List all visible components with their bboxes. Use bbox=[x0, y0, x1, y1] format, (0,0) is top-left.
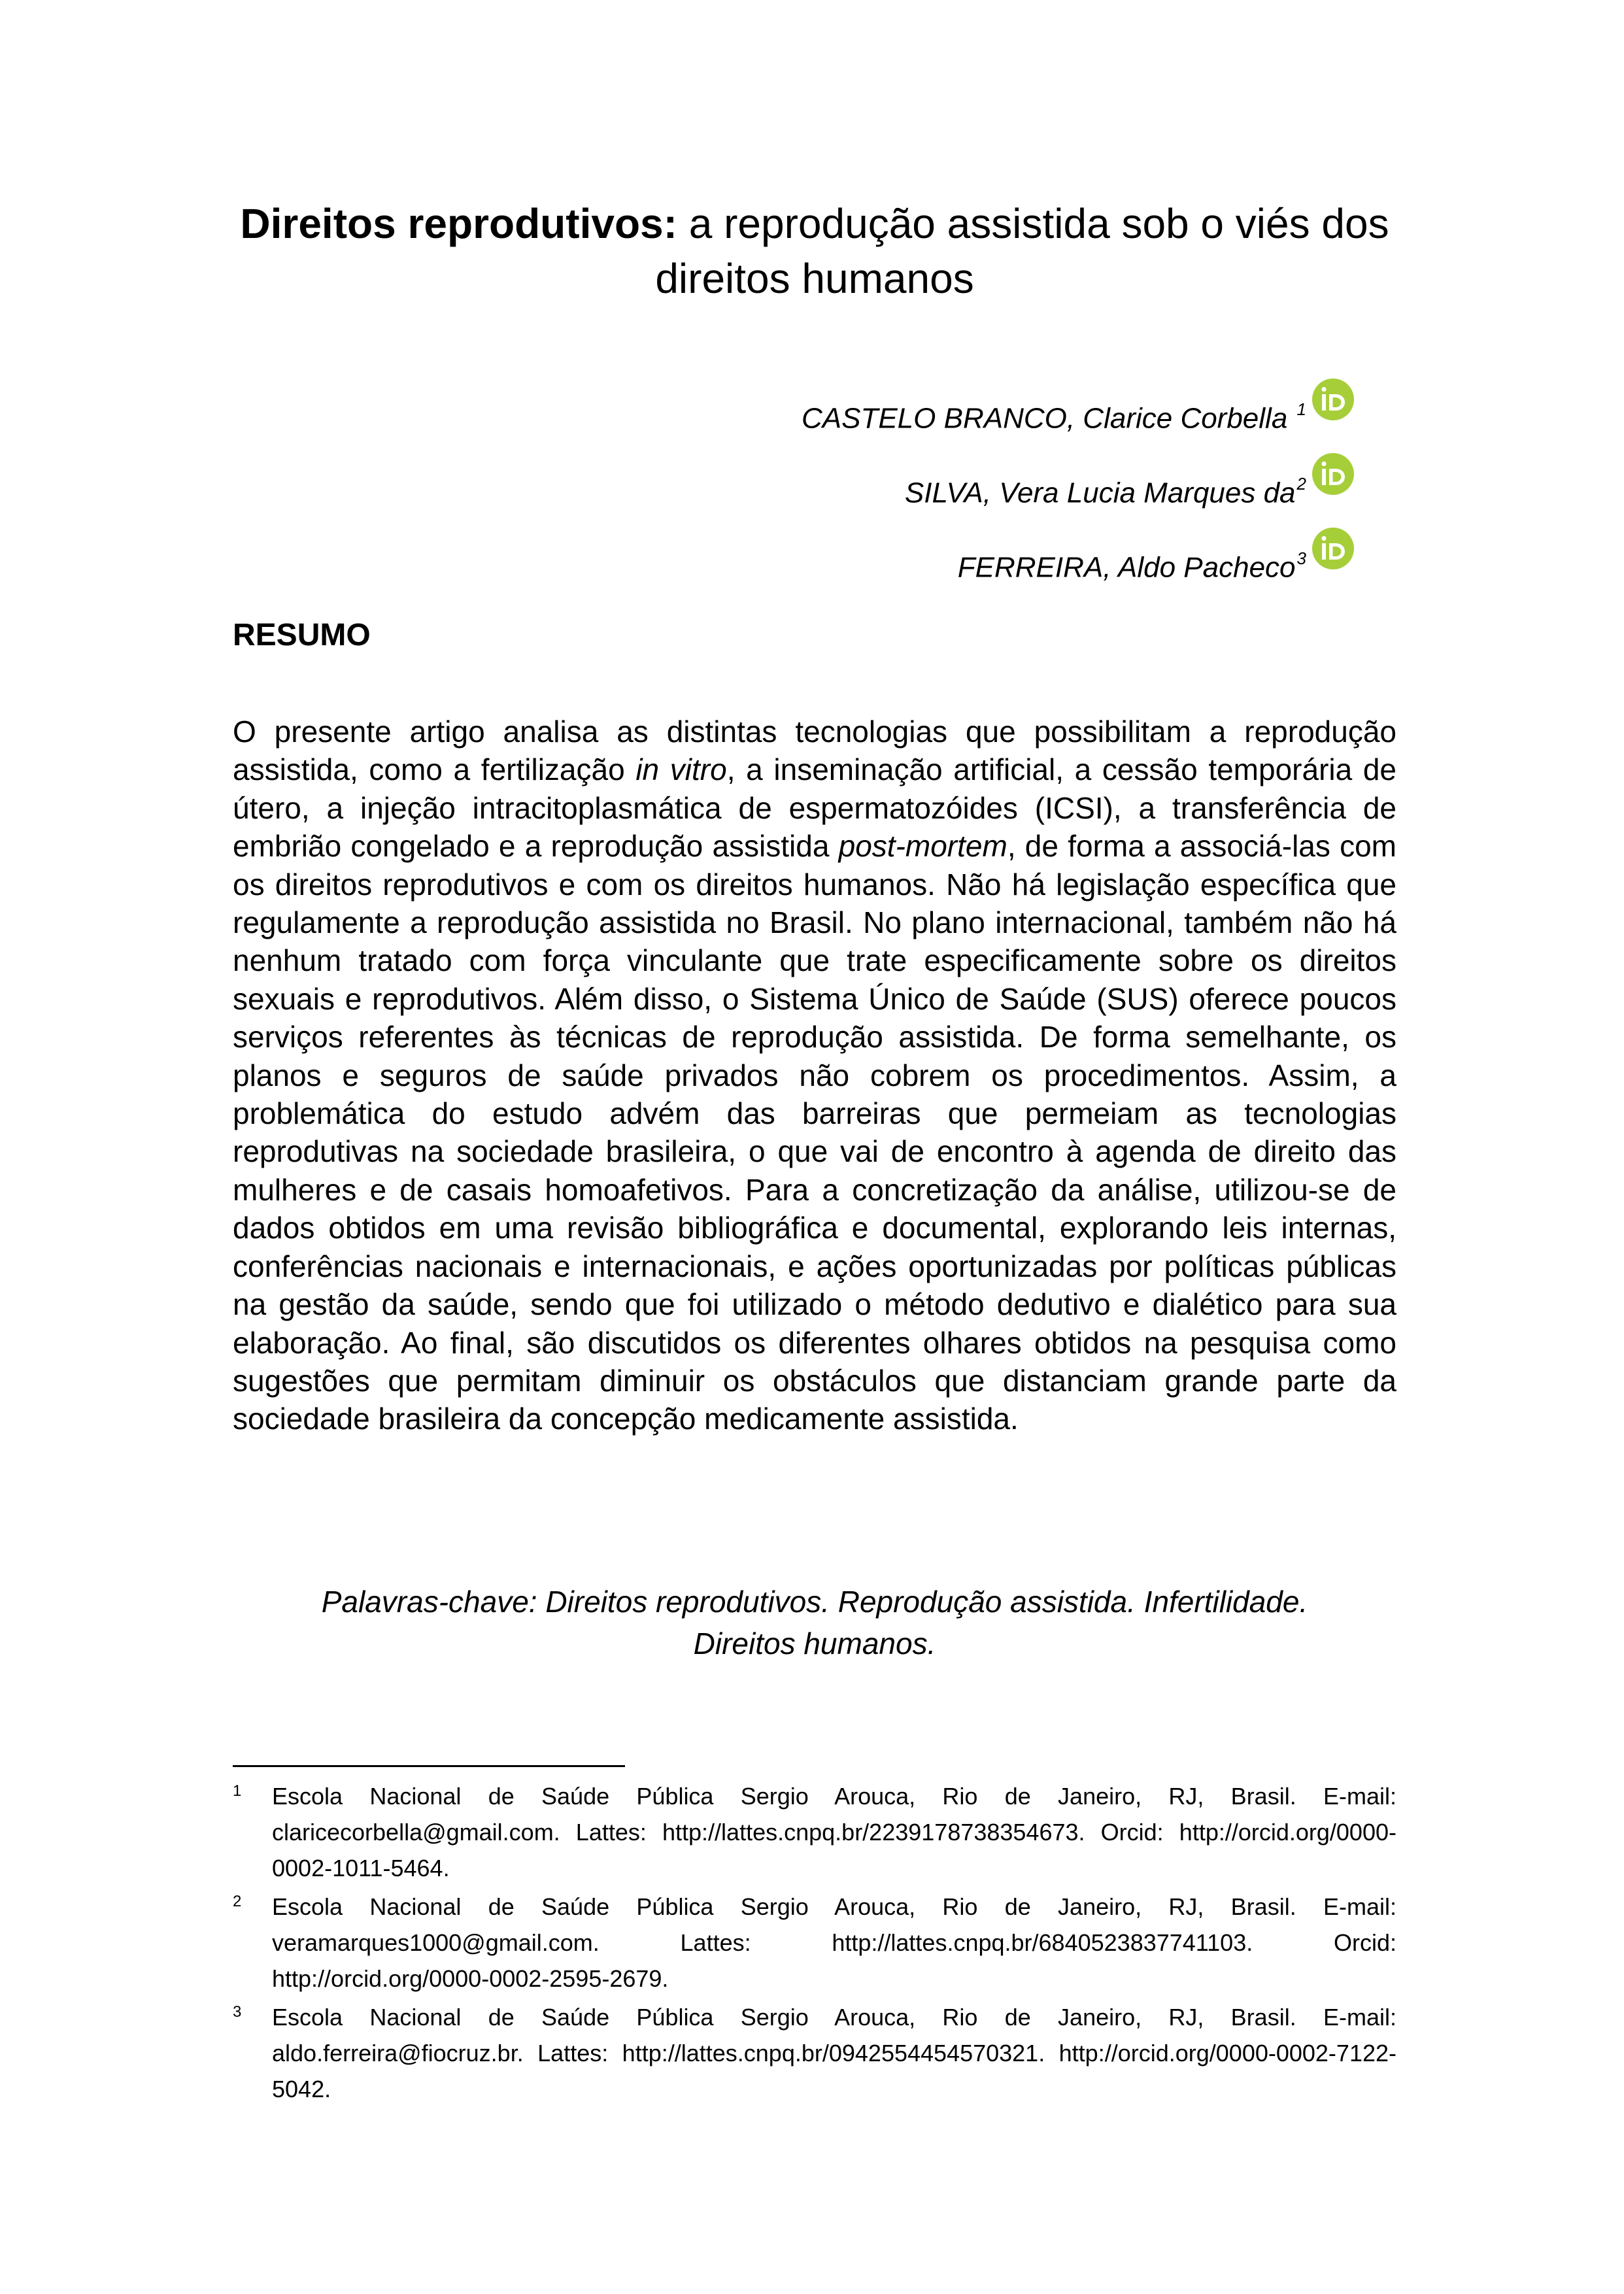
abstract-text-part: , de forma a associá-las com os direitos reprodutivos e com os direitos humanos. Não há legislação específica que regulamente a reprodução assistida no Brasil. No plano internacional, também não há nenhum tratado com força vinculante que trate especificamente sobre os direitos sexuais e reprodutivos. Além disso, o Sistema Único de Saúde (SUS) oferece poucos serviços referentes às técnicas de reprodução assistida. De forma semelhante, os planos e seguros de saúde privados não cobrem os procedimentos. Assim, a problemática do estudo advém das barreiras que permeiam as tecnologias reprodutivas na sociedade brasileira, o que vai de encontro à agenda de direito das mulheres e de casais homoafetivos. Para a concretização da análise, utilizou-se de dados obtidos em uma revisão bibliográfica e documental, explorando leis internas, conferências nacionais e internacionais, e ações oportunizadas por políticas públicas na gestão da saúde, sendo que foi utilizado o método dedutivo e dialético para sua elaboração. Ao final, são discutidos os diferentes olhares obtidos na pesquisa como sugestões que permitam diminuir os obstáculos que distanciam grande parte da sociedade brasileira da concepção medicamente assistida. bbox=[233, 829, 1396, 1436]
abstract-paragraph bbox=[233, 713, 1396, 1438]
footnote-text: Escola Nacional de Saúde Pública Sergio Arouca, Rio de Janeiro, RJ, Brasil. E-mail: claricecorbella@gmail.com. Lattes: http://lattes.cnpq.br/2239178738354673. Orcid: http://orcid.org/0000-0002-1011-5464. bbox=[272, 1783, 1396, 1881]
footnote bbox=[233, 1778, 1396, 1886]
author-footnote-mark: 3 bbox=[1296, 548, 1306, 568]
abstract-italic-term: in vitro bbox=[635, 752, 727, 787]
footnote-mark: 3 bbox=[233, 2003, 242, 2021]
author-entry bbox=[570, 447, 1355, 522]
author-footnote-mark: 1 bbox=[1296, 399, 1306, 419]
orcid-icon[interactable] bbox=[1311, 452, 1355, 496]
title-bold-part: Direitos reprodutivos: bbox=[240, 200, 677, 247]
keywords-line: Palavras-chave: Direitos reprodutivos. Reprodução assistida. Infertilidade. bbox=[321, 1585, 1308, 1619]
author-entry bbox=[570, 373, 1355, 447]
keywords-line: Direitos humanos. bbox=[693, 1627, 936, 1661]
footnote-separator bbox=[233, 1765, 625, 1767]
author-name-text: CASTELO BRANCO, Clarice Corbella bbox=[801, 402, 1296, 435]
author-name bbox=[958, 522, 1306, 607]
footnote-mark: 2 bbox=[233, 1893, 242, 1910]
footnote-mark: 1 bbox=[233, 1782, 242, 1800]
orcid-icon[interactable] bbox=[1311, 378, 1355, 421]
footnote-text: Escola Nacional de Saúde Pública Sergio Arouca, Rio de Janeiro, RJ, Brasil. E-mail: aldo.ferreira@fiocruz.br. Lattes: http://lattes.cnpq.br/0942554454570321. http://orcid.org/0000-0002-7122-5042. bbox=[272, 2004, 1396, 2102]
author-name bbox=[802, 373, 1306, 458]
footnote bbox=[233, 1999, 1396, 2107]
orcid-icon[interactable] bbox=[1311, 527, 1355, 570]
abstract-italic-term: post-mortem bbox=[838, 829, 1007, 864]
author-footnote-mark: 2 bbox=[1296, 474, 1306, 494]
author-list bbox=[570, 373, 1355, 596]
author-name bbox=[905, 447, 1306, 533]
abstract-text-part: O presente artigo analisa as distintas tecnologias que possibilitam a reprodução assistida, como a fertilização bbox=[233, 715, 1396, 787]
article-title bbox=[233, 196, 1396, 306]
abstract-text-part: , a inseminação artificial, a cessão temporária de útero, a injeção intracitoplasmática de espermatozóides (ICSI), a transferência de embrião congelado e a reprodução assistida bbox=[233, 752, 1397, 864]
title-rest: a reprodução assistida sob o viés dos direitos humanos bbox=[655, 200, 1389, 302]
author-name-text: SILVA, Vera Lucia Marques da bbox=[904, 477, 1296, 509]
footnote bbox=[233, 1889, 1396, 1997]
footnote-text: Escola Nacional de Saúde Pública Sergio Arouca, Rio de Janeiro, RJ, Brasil. E-mail: veramarques1000@gmail.com. Lattes: http://lattes.cnpq.br/6840523837741103. Orcid: http://orcid.org/0000-0002-2595-2679. bbox=[272, 1893, 1396, 1992]
abstract-heading: RESUMO bbox=[233, 618, 371, 652]
keywords bbox=[233, 1581, 1396, 1664]
footnote-list bbox=[233, 1778, 1396, 2110]
author-name-text: FERREIRA, Aldo Pacheco bbox=[957, 551, 1296, 584]
author-entry bbox=[570, 522, 1355, 596]
